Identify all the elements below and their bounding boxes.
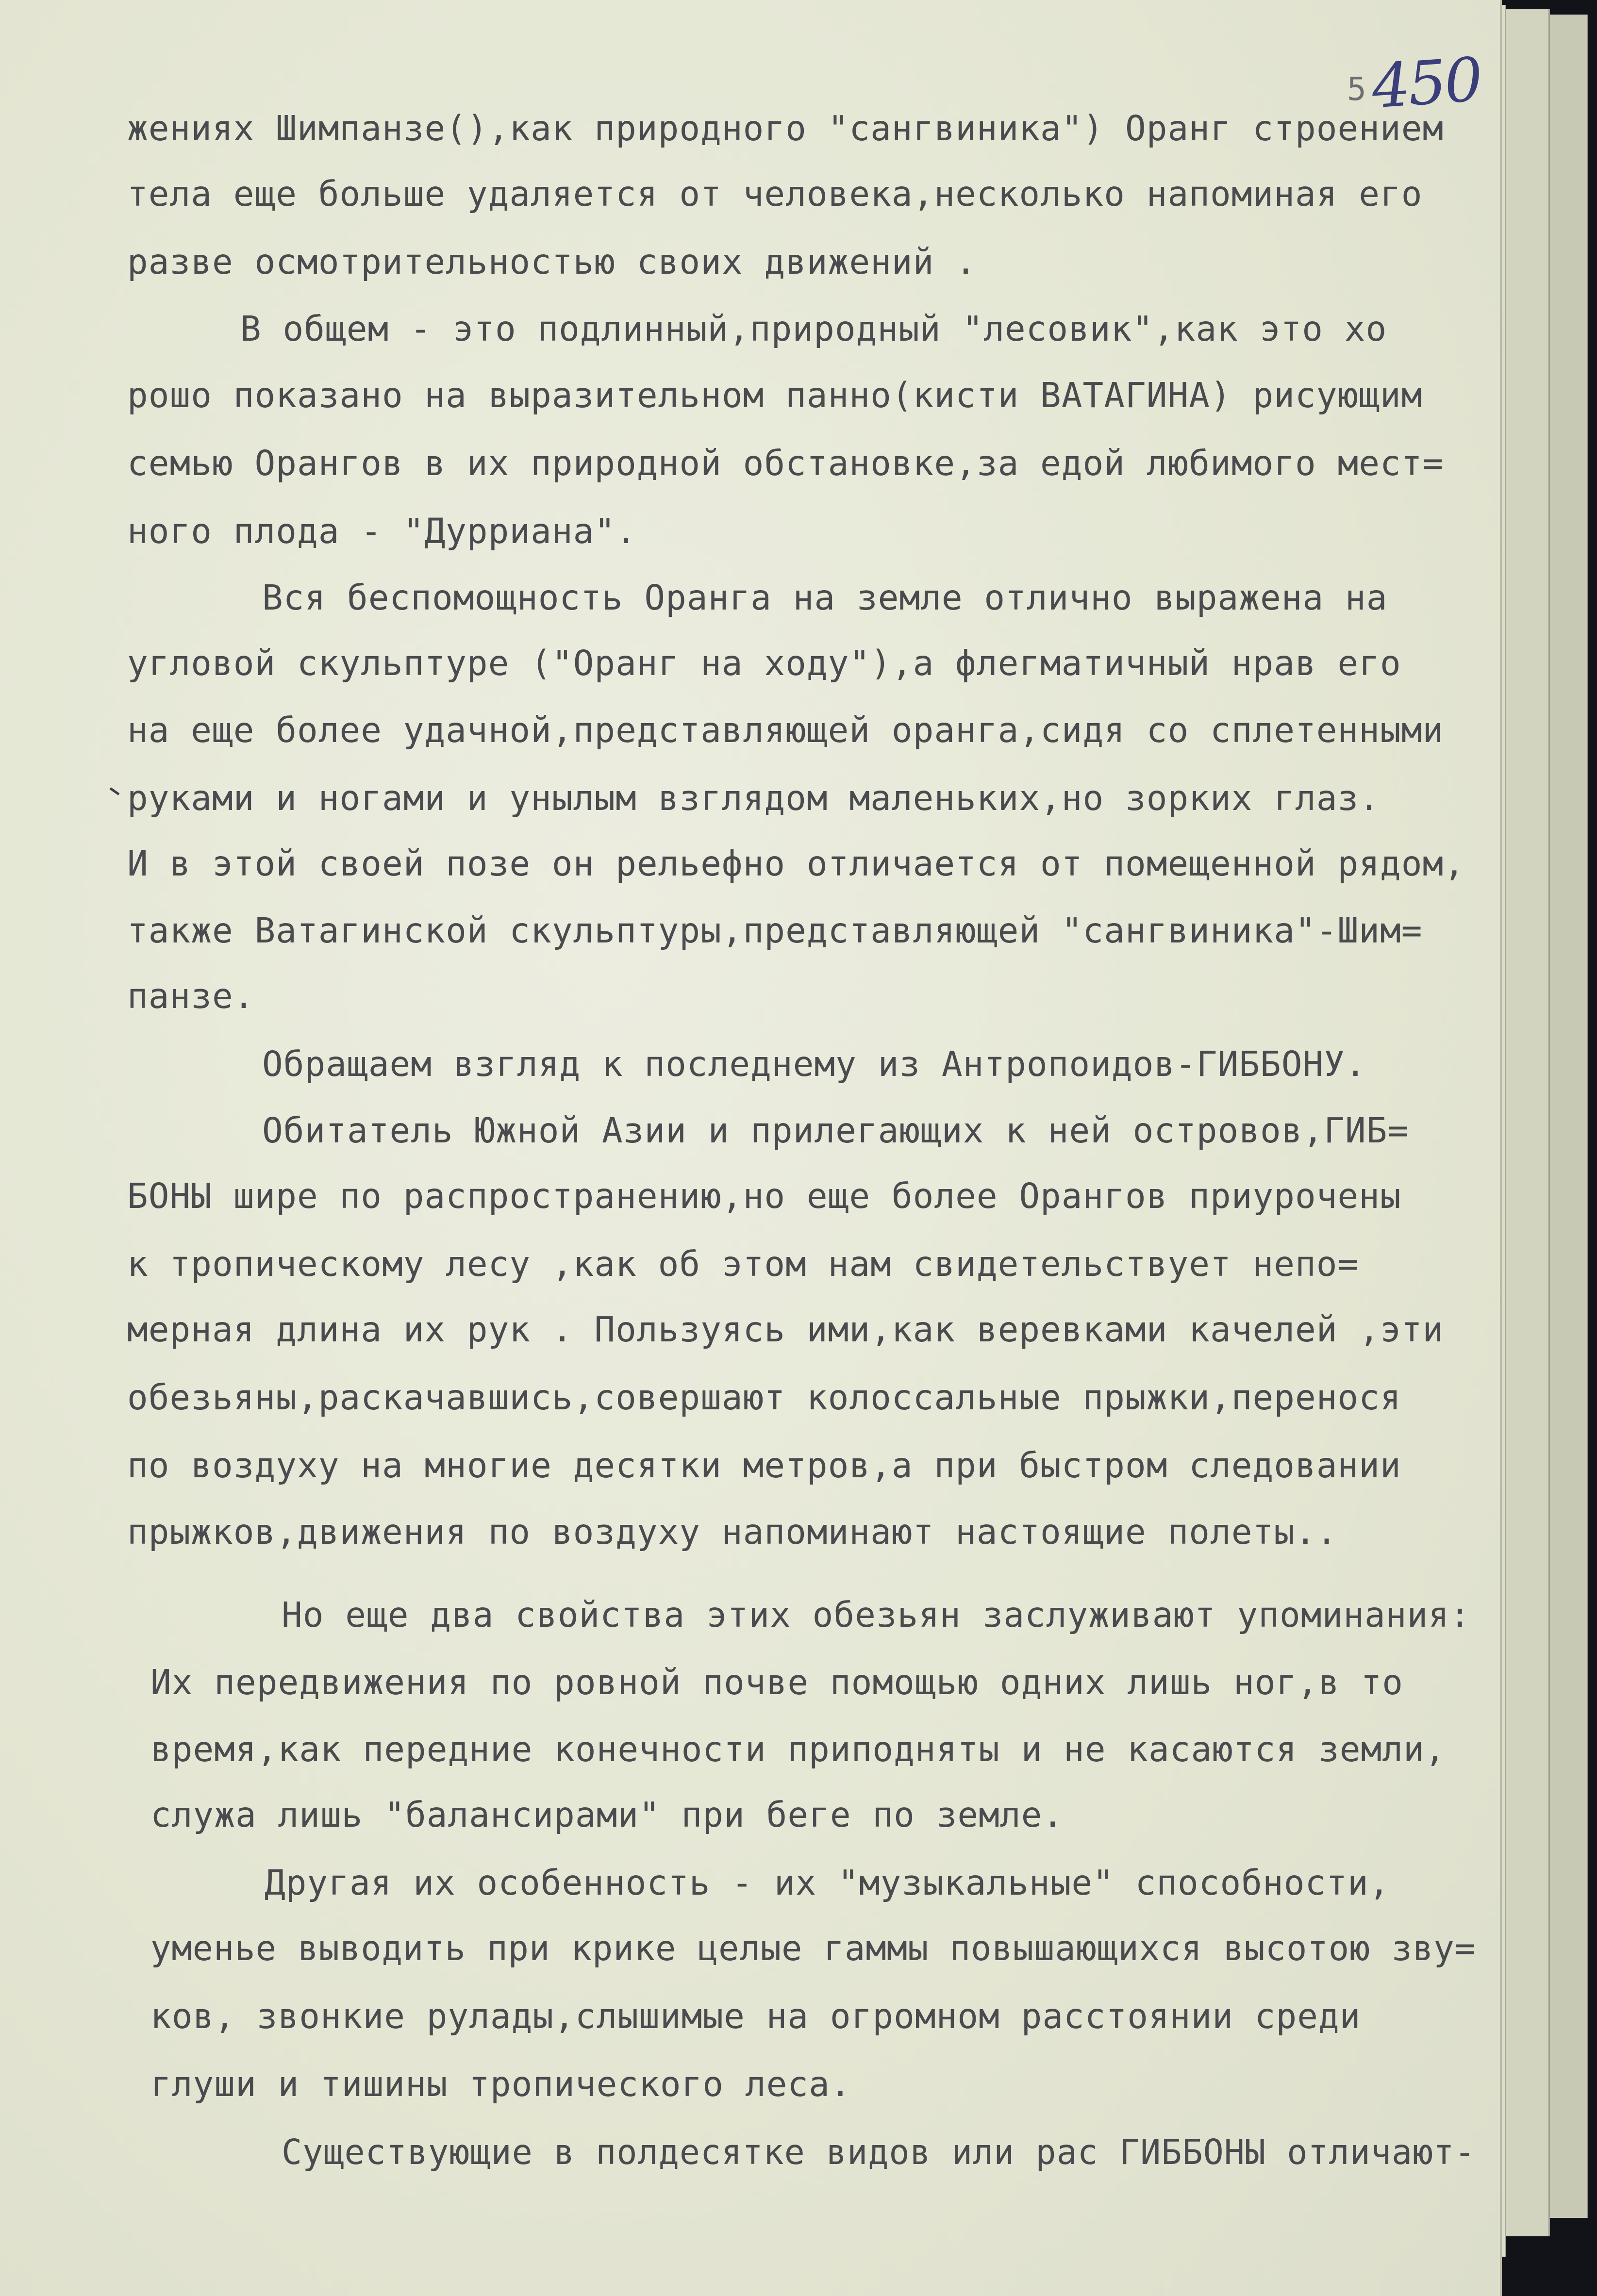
text-line: прыжков,движения по воздуху напоминают настоящие полеты.. bbox=[127, 1512, 1338, 1552]
text-line: обезьяны,раскачавшись,совершают колоссальные прыжки,перенося bbox=[127, 1377, 1401, 1418]
text-line: Их передвижения по ровной почве помощью одних лишь ног,в то bbox=[150, 1662, 1403, 1702]
text-line: ков, звонкие рулады,слышимые на огромном расстоянии среди bbox=[150, 1996, 1361, 2036]
archive-folio-stamp: 450 bbox=[1369, 45, 1483, 122]
text-line: семью Орангов в их природной обстановке,за едой любимого мест= bbox=[127, 443, 1444, 483]
text-line: к тропическому лесу ,как об этом нам свидетельствует непо= bbox=[127, 1244, 1359, 1284]
text-line: жениях Шимпанзе(),как природного "сангвиника") Оранг строением bbox=[127, 108, 1444, 149]
text-line: руками и ногами и унылым взглядом маленьких,но зорких глаз. bbox=[127, 778, 1380, 818]
text-line: разве осмотрительностью своих движений . bbox=[127, 242, 977, 282]
text-line: время,как передние конечности приподняты и не касаются земли, bbox=[150, 1729, 1446, 1769]
text-line: по воздуху на многие десятки метров,а при быстром следовании bbox=[127, 1445, 1401, 1486]
text-line: также Ватагинской скульптуры,представляющей "сангвиника"-Шим= bbox=[127, 910, 1423, 951]
text-line: тела еще больше удаляется от человека,несколько напоминая его bbox=[127, 174, 1423, 214]
text-line: В общем - это подлинный,природный "лесовик",как это хо bbox=[240, 309, 1387, 349]
text-line: ного плода - "Дурриана". bbox=[127, 511, 637, 551]
text-line: глуши и тишины тропического леса. bbox=[150, 2064, 851, 2104]
text-line: мерная длина их рук . Пользуясь ими,как веревками качелей ,эти bbox=[127, 1309, 1444, 1350]
typed-page-number: 5 bbox=[1347, 70, 1366, 108]
text-line: панзе. bbox=[127, 976, 255, 1016]
text-line: Обитатель Южной Азии и прилегающих к ней островов,ГИБ= bbox=[262, 1110, 1409, 1151]
text-line: угловой скульптуре ("Оранг на ходу"),а флегматичный нрав его bbox=[127, 643, 1401, 683]
text-line: Другая их особенность - их "музыкальные" способности, bbox=[265, 1863, 1390, 1903]
text-line: И в этой своей позе он рельефно отличается от помещенной рядом, bbox=[127, 843, 1465, 884]
text-line: Вся беспомощность Оранга на земле отлично выражена на bbox=[262, 578, 1388, 618]
text-line: Но еще два свойства этих обезьян заслуживают упоминания: bbox=[282, 1595, 1471, 1635]
text-line: служа лишь "балансирами" при беге по земле. bbox=[150, 1795, 1064, 1835]
text-line: на еще более удачной,представляющей оранга,сидя со сплетенными bbox=[127, 710, 1444, 750]
text-line: уменье выводить при крике целые гаммы повышающихся высотою зву= bbox=[150, 1928, 1476, 1968]
margin-pencil-mark bbox=[110, 787, 120, 795]
text-line: Обращаем взгляд к последнему из Антропоидов-ГИББОНУ. bbox=[262, 1044, 1366, 1084]
text-line: рошо показано на выразительном панно(кисти ВАТАГИНА) рисующим bbox=[127, 375, 1423, 415]
text-line: Существующие в полдесятке видов или рас ГИББОНЫ отличают- bbox=[282, 2132, 1476, 2172]
text-line: БОНЫ шире по распространению,но еще более Орангов приурочены bbox=[127, 1176, 1401, 1216]
